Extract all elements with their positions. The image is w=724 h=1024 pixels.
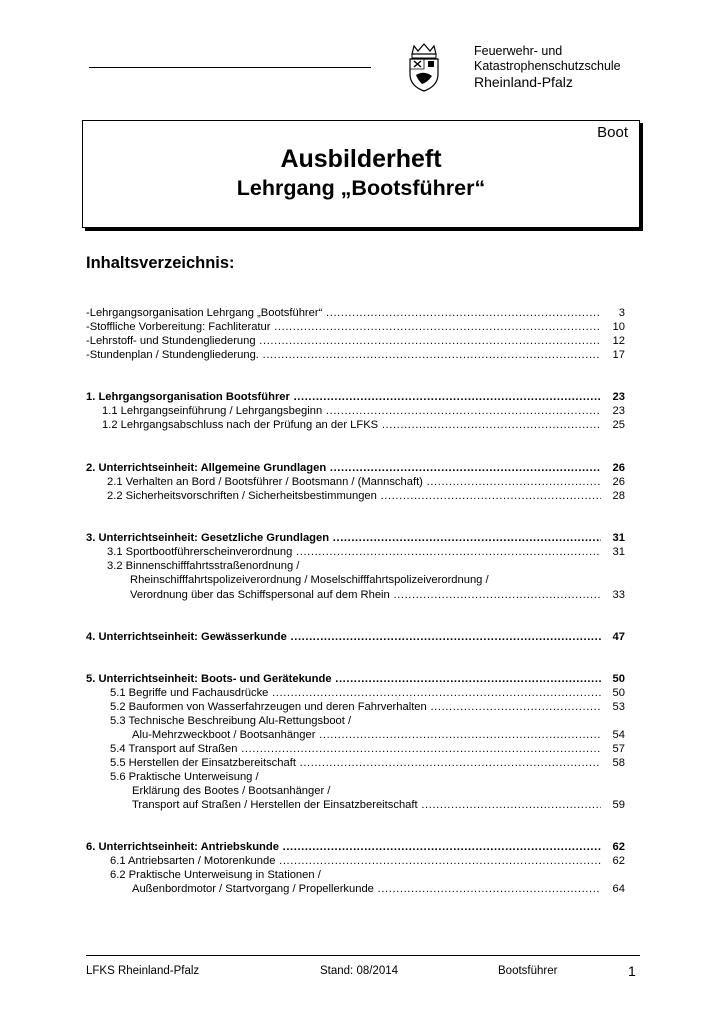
org-line-3: Rheinland-Pfalz [474,74,573,90]
coat-of-arms-icon [406,42,442,92]
org-line-2: Katastrophenschutzschule [474,59,621,73]
toc-entry: 2.2 Sicherheitsvorschriften / Sicherheitsbestimmungen ..... 28 [107,489,625,504]
footer-course: Bootsführer [498,965,558,977]
toc-section-4: 4. Unterrichtseinheit: Gewässerkunde ..... 47 [86,630,625,645]
toc-section-6: 6. Unterrichtseinheit: Antriebskunde ..... 62 [86,840,625,855]
toc-entry: -Lehrgangsorganisation Lehrgang „Bootsführer“ ..... 3 [86,306,625,321]
toc-entry: 6.2 Praktische Unterweisung in Stationen / [110,869,321,881]
footer-rule [86,955,640,956]
toc-section-1: 1. Lehrgangsorganisation Bootsführer ..... 23 [86,390,625,405]
toc-entry: 5.5 Herstellen der Einsatzbereitschaft ..... 58 [110,756,625,771]
toc-section-2: 2. Unterrichtseinheit: Allgemeine Grundlagen ..... 26 [86,461,625,476]
toc-entry: 1.2 Lehrgangsabschluss nach der Prüfung an der LFKS ..... 25 [102,418,625,433]
toc-entry: Transport auf Straßen / Herstellen der Einsatzbereitschaft ..... 59 [132,798,625,813]
toc-entry: Außenbordmotor / Startvorgang / Propellerkunde ..... 64 [132,882,625,897]
toc-entry: Alu-Mehrzweckboot / Bootsanhänger ..... 54 [132,728,625,743]
toc-entry: Erklärung des Bootes / Bootsanhänger / [132,785,331,797]
toc-entry: 3.2 Binnenschifffahrtsstraßenordnung / [107,560,300,572]
footer-date: Stand: 08/2014 [320,965,399,977]
toc-entry: 3.1 Sportbootführerscheinverordnung ..... 31 [107,545,625,560]
toc-entry: 5.1 Begriffe und Fachausdrücke ..... 50 [110,686,625,701]
toc-section-3: 3. Unterrichtseinheit: Gesetzliche Grundlagen ..... 31 [86,531,625,546]
document-title: Ausbilderheft [280,145,442,173]
page-number: 1 [628,963,636,979]
toc-entry: 2.1 Verhalten an Bord / Bootsführer / Bootsmann / (Mannschaft) ..... 26 [107,475,625,490]
toc-entry: 6.1 Antriebsarten / Motorenkunde ..... 62 [110,854,625,869]
toc-section-5: 5. Unterrichtseinheit: Boots- und Gerätekunde ..... 50 [86,672,625,687]
toc-entry: 1.1 Lehrgangseinführung / Lehrgangsbeginn ..... 23 [102,404,625,419]
org-line-1: Feuerwehr- und [474,44,563,58]
toc-entry: -Stundenplan / Stundengliederung. ..... 17 [86,348,625,363]
subject-tag: Boot [597,124,628,141]
toc-entry: 5.3 Technische Beschreibung Alu-Rettungsboot / [110,715,352,727]
toc-entry: Rheinschifffahrtspolizeiverordnung / Moselschifffahrtspolizeiverordnung / [130,574,489,586]
toc-entry: -Stoffliche Vorbereitung: Fachliteratur ..... 10 [86,320,625,335]
header-rule [89,67,371,68]
toc-heading: Inhaltsverzeichnis: [86,254,235,272]
document-subtitle: Lehrgang „Bootsführer“ [236,176,486,200]
footer-left: LFKS Rheinland-Pfalz [86,965,200,977]
toc-entry: 5.6 Praktische Unterweisung / [110,771,259,783]
title-box [82,120,640,228]
toc-entry: -Lehrstoff- und Stundengliederung ..... 12 [86,334,625,349]
toc-entry: 5.2 Bauformen von Wasserfahrzeugen und deren Fahrverhalten ..... 53 [110,700,625,715]
toc-entry: 5.4 Transport auf Straßen ..... 57 [110,742,625,757]
organization-name [474,44,621,91]
toc-entry: Verordnung über das Schiffspersonal auf dem Rhein ..... 33 [130,588,625,603]
